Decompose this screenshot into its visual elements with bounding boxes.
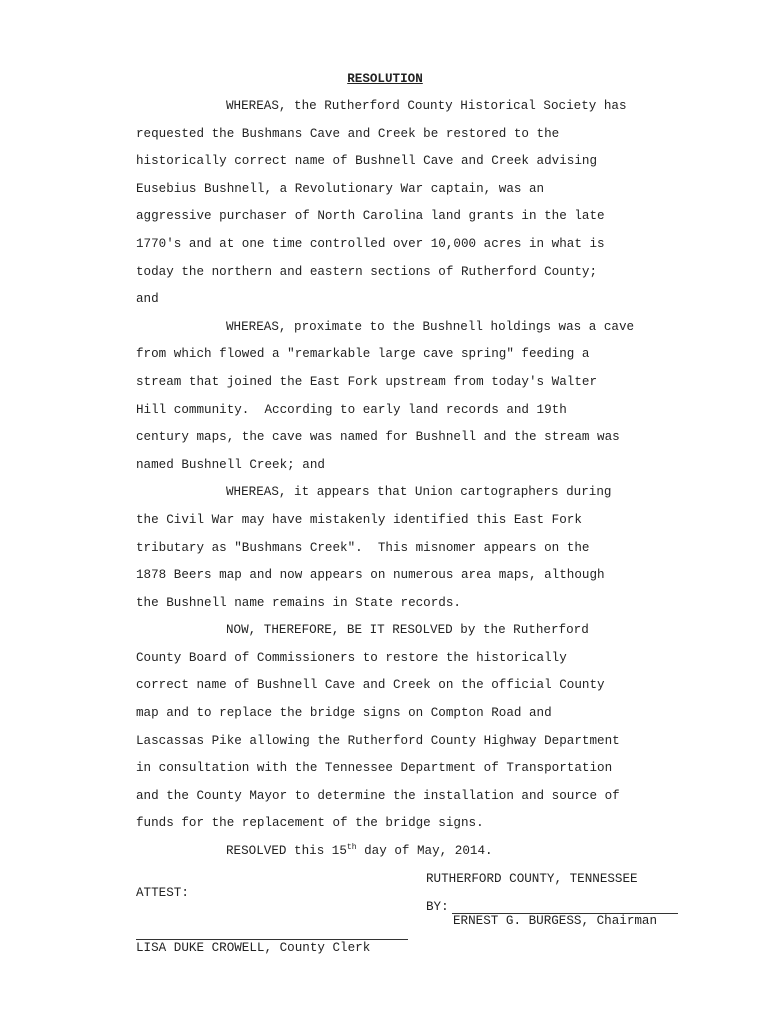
paragraph-2-line: named Bushnell Creek; and (136, 457, 325, 472)
paragraph-3-line: tributary as "Bushmans Creek". This misnomer appears on the (136, 540, 590, 555)
clerk-name: LISA DUKE CROWELL, County Clerk (136, 941, 371, 955)
paragraph-2-line: Hill community. According to early land records and 19th (136, 402, 567, 417)
paragraph-2-line: century maps, the cave was named for Bushnell and the stream was (136, 430, 620, 445)
resolution-body (136, 93, 726, 838)
resolved-date-line (226, 844, 493, 858)
paragraph-3-line: 1878 Beers map and now appears on numerous area maps, although (136, 568, 605, 583)
paragraph-4-line: Lascassas Pike allowing the Rutherford County Highway Department (136, 733, 620, 748)
paragraphs-container (136, 93, 726, 838)
document-title: RESOLUTION (347, 72, 423, 86)
resolved-suffix: day of May, 2014. (356, 844, 493, 858)
paragraph-2-line: stream that joined the East Fork upstream from today's Walter (136, 374, 598, 389)
resolved-superscript: th (346, 842, 357, 852)
clerk-signature-line (136, 939, 408, 940)
resolved-prefix: RESOLVED this 15 (226, 844, 347, 858)
paragraph-2-line: WHEREAS, proximate to the Bushnell holdings was a cave (226, 319, 635, 334)
paragraph-4-line: funds for the replacement of the bridge signs. (136, 816, 484, 831)
paragraph-4-line: NOW, THEREFORE, BE IT RESOLVED by the Rutherford (226, 623, 589, 638)
paragraph-1-line: aggressive purchaser of North Carolina land grants in the late (136, 209, 605, 224)
paragraph-4-line: County Board of Commissioners to restore the historically (136, 650, 567, 665)
paragraph-4-line: correct name of Bushnell Cave and Creek on the official County (136, 678, 605, 693)
paragraph-4-line: and the County Mayor to determine the installation and source of (136, 788, 620, 803)
paragraph-3-line: the Bushnell name remains in State records. (136, 595, 461, 610)
paragraph-1-line: WHEREAS, the Rutherford County Historical Society has (226, 99, 627, 113)
paragraph-4-line: map and to replace the bridge signs on Compton Road and (136, 706, 552, 721)
paragraph-1-line: Eusebius Bushnell, a Revolutionary War captain, was an (136, 181, 545, 196)
paragraph-1-line: today the northern and eastern sections of Rutherford County; (136, 264, 598, 279)
paragraph-3-line: the Civil War may have mistakenly identified this East Fork (136, 512, 582, 527)
attest-label: ATTEST: (136, 886, 189, 900)
chairman-name: ERNEST G. BURGESS, Chairman (453, 914, 658, 928)
paragraph-1-line: historically correct name of Bushnell Cave and Creek advising (136, 154, 598, 169)
county-name: RUTHERFORD COUNTY, TENNESSEE (426, 872, 638, 886)
paragraph-3-line: WHEREAS, it appears that Union cartographers during (226, 485, 612, 500)
paragraph-1-line: and (136, 292, 159, 307)
paragraph-4-line: in consultation with the Tennessee Department of Transportation (136, 761, 613, 776)
paragraph-2-line: from which flowed a "remarkable large cave spring" feeding a (136, 347, 590, 362)
paragraph-1-line: requested the Bushmans Cave and Creek be restored to the (136, 126, 560, 141)
by-label: BY: (426, 900, 449, 914)
paragraph-1-line: 1770's and at one time controlled over 10,000 acres in what is (136, 236, 605, 251)
